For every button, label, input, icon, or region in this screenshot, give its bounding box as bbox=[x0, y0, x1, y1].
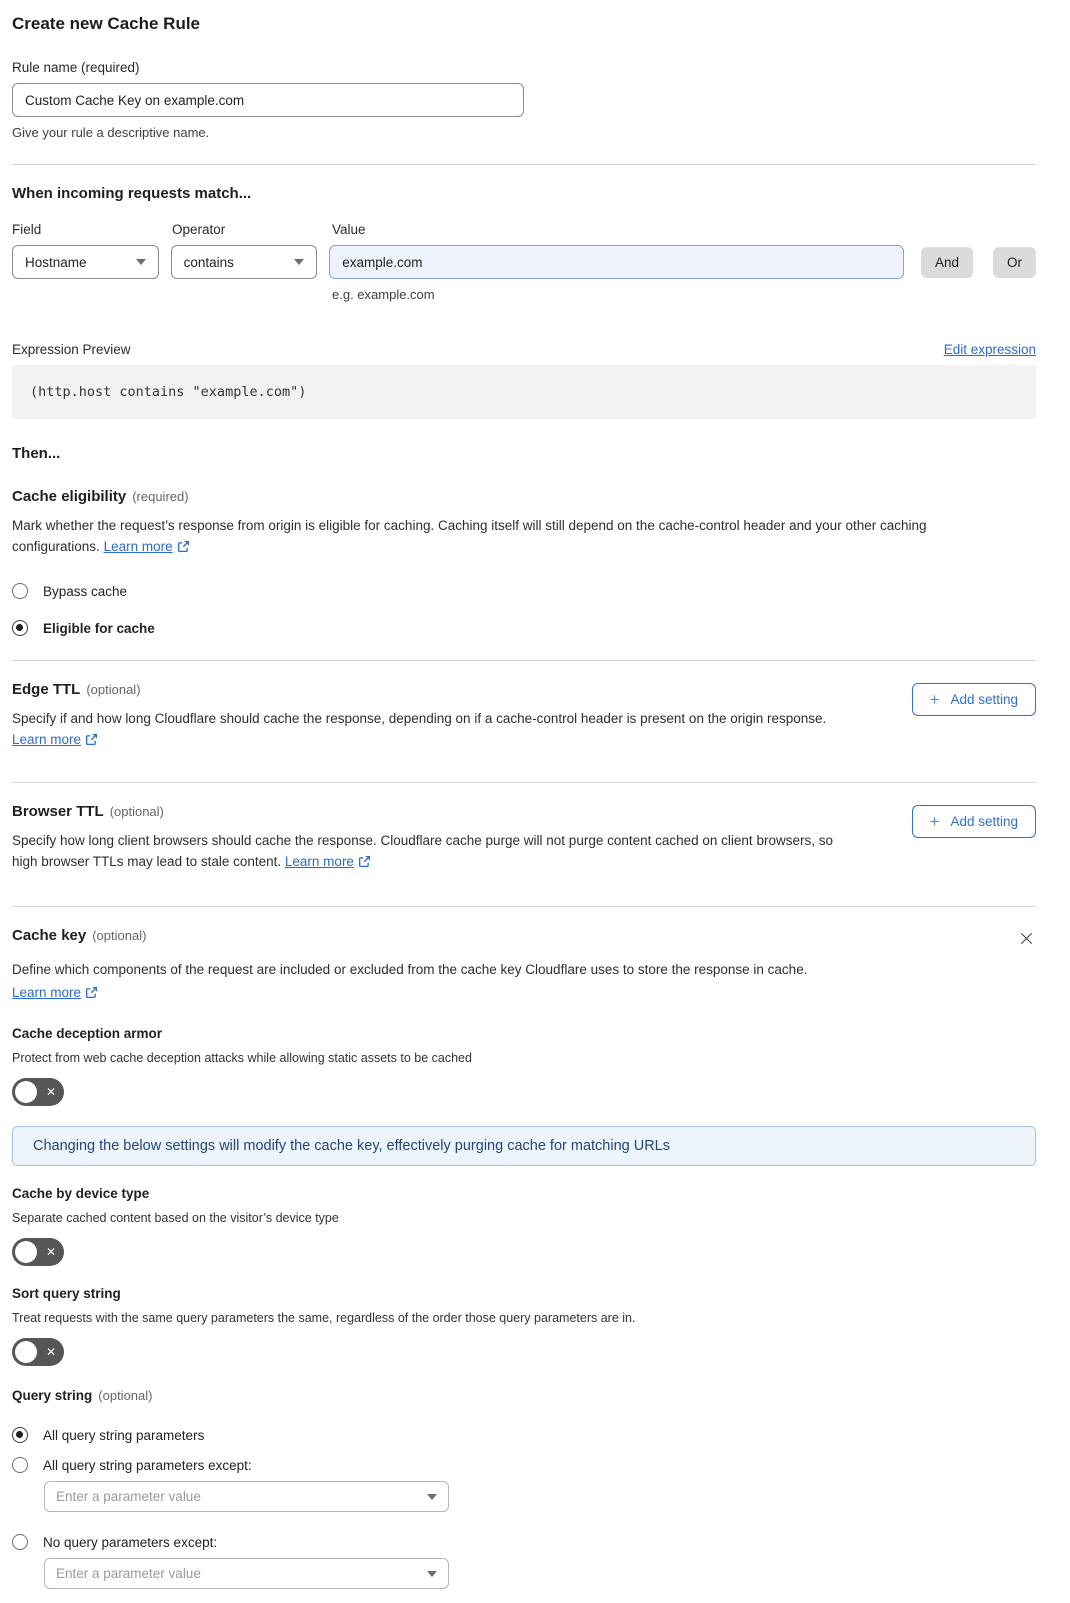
cache-deception-armor-toggle[interactable] bbox=[12, 1078, 64, 1106]
chevron-down-icon[interactable] bbox=[427, 1494, 437, 1500]
all-query-string-parameters-option[interactable] bbox=[12, 1427, 1036, 1443]
cache-by-device-type-description: Separate cached content based on the visitor’s device type bbox=[12, 1211, 339, 1225]
toggle-off-icon: ✕ bbox=[45, 1345, 56, 1359]
expression-code: (http.host contains "example.com") bbox=[12, 365, 1036, 419]
sort-query-string-toggle[interactable] bbox=[12, 1338, 64, 1366]
divider bbox=[12, 660, 1036, 661]
no-query-parameter-input[interactable] bbox=[44, 1558, 449, 1589]
learn-more-link[interactable]: Learn more bbox=[284, 854, 354, 869]
all-query-string-parameters-label: All query string parameters bbox=[43, 1427, 205, 1443]
chevron-down-icon bbox=[136, 259, 146, 265]
operator-select-value: contains bbox=[183, 254, 234, 270]
eligible-for-cache-option[interactable] bbox=[12, 620, 1036, 636]
except-parameter-input[interactable] bbox=[44, 1481, 449, 1512]
plus-icon: + bbox=[929, 812, 940, 831]
cache-key-warning-banner: Changing the below settings will modify the cache key, effectively purging cache for matching URLs bbox=[12, 1126, 1036, 1166]
rule-name-help: Give your rule a descriptive name. bbox=[12, 125, 210, 140]
toggle-knob bbox=[15, 1241, 37, 1263]
matcher-labels bbox=[12, 222, 1036, 237]
radio-unchecked-icon bbox=[12, 583, 28, 599]
value-input[interactable] bbox=[329, 245, 904, 279]
optional-tag: (optional) bbox=[92, 928, 147, 943]
expression-preview-label: Expression Preview bbox=[12, 342, 131, 357]
toggle-knob bbox=[15, 1081, 37, 1103]
divider bbox=[12, 906, 1036, 907]
edit-expression-link[interactable]: Edit expression bbox=[943, 342, 1036, 357]
bypass-cache-label: Bypass cache bbox=[43, 583, 128, 599]
sort-query-string-title: Sort query string bbox=[12, 1286, 121, 1301]
chevron-down-icon[interactable] bbox=[427, 1571, 437, 1577]
value-label: Value bbox=[332, 222, 366, 237]
external-link-icon bbox=[85, 731, 98, 752]
query-string-title: Query string (optional) bbox=[12, 1388, 153, 1403]
divider bbox=[12, 164, 1036, 165]
browser-ttl-description: Specify how long client browsers should cache the response. Cloudflare cache purge will not purge content cached on client browsers, so high browser TTLs may lead to stale content. Learn more bbox=[12, 830, 852, 874]
expression-header bbox=[12, 342, 1036, 357]
cache-eligibility-description: Mark whether the request’s response from origin is eligible for caching. Caching itself will still depend on the cache-control header and your other caching configurations. Learn more bbox=[12, 515, 1017, 559]
toggle-off-icon: ✕ bbox=[45, 1085, 56, 1099]
radio-unchecked-icon bbox=[12, 1457, 28, 1473]
operator-select[interactable] bbox=[171, 245, 318, 279]
sort-query-string-description: Treat requests with the same query parameters the same, regardless of the order those query parameters are in. bbox=[12, 1311, 636, 1325]
matcher-row bbox=[12, 245, 1036, 279]
rule-name-input[interactable] bbox=[12, 83, 524, 117]
eligible-for-cache-label: Eligible for cache bbox=[43, 620, 155, 636]
except-parameter-select bbox=[44, 1481, 449, 1512]
radio-unchecked-icon bbox=[12, 1534, 28, 1550]
optional-tag: (optional) bbox=[86, 682, 141, 697]
external-link-icon bbox=[177, 538, 190, 559]
learn-more-link[interactable]: Learn more bbox=[103, 539, 173, 554]
or-button[interactable]: Or bbox=[993, 247, 1036, 278]
field-select-value: Hostname bbox=[25, 254, 87, 270]
browser-ttl-title: Browser TTL (optional) bbox=[12, 803, 164, 820]
cache-key-description: Define which components of the request are included or excluded from the cache key Cloudflare uses to store the response in cache. bbox=[12, 962, 808, 977]
edge-ttl-title: Edge TTL (optional) bbox=[12, 681, 141, 698]
then-heading: Then... bbox=[12, 445, 61, 462]
cache-key-learn-more-row bbox=[12, 984, 1036, 1004]
rule-name-label: Rule name (required) bbox=[12, 60, 140, 75]
cache-deception-armor-title: Cache deception armor bbox=[12, 1026, 163, 1041]
cache-key-section-header bbox=[12, 927, 1036, 951]
matcher-heading: When incoming requests match... bbox=[12, 185, 252, 202]
toggle-knob bbox=[15, 1341, 37, 1363]
external-link-icon bbox=[358, 853, 371, 874]
all-query-string-parameters-except-label: All query string parameters except: bbox=[43, 1457, 252, 1473]
chevron-down-icon bbox=[294, 259, 304, 265]
page-title: Create new Cache Rule bbox=[12, 14, 201, 33]
all-query-string-parameters-except-option[interactable] bbox=[12, 1457, 1036, 1473]
field-label: Field bbox=[12, 222, 42, 237]
browser-ttl-section bbox=[12, 803, 1036, 874]
no-query-parameter-select bbox=[44, 1558, 449, 1589]
cache-by-device-type-toggle[interactable] bbox=[12, 1238, 64, 1266]
cache-eligibility-title: Cache eligibility (required) bbox=[12, 488, 189, 505]
learn-more-link[interactable]: Learn more bbox=[12, 732, 82, 747]
browser-ttl-add-setting-button[interactable]: + Add setting bbox=[912, 805, 1036, 838]
bypass-cache-option[interactable] bbox=[12, 583, 1036, 599]
radio-checked-icon bbox=[12, 1427, 28, 1443]
no-query-parameters-except-label: No query parameters except: bbox=[43, 1534, 218, 1550]
edge-ttl-section bbox=[12, 681, 1036, 752]
edge-ttl-add-setting-button[interactable]: + Add setting bbox=[912, 683, 1036, 716]
optional-tag: (optional) bbox=[109, 804, 164, 819]
cache-key-title: Cache key (optional) bbox=[12, 927, 147, 944]
cache-by-device-type-title: Cache by device type bbox=[12, 1186, 150, 1201]
cache-deception-armor-description: Protect from web cache deception attacks while allowing static assets to be cached bbox=[12, 1051, 472, 1065]
no-query-parameters-except-option[interactable] bbox=[12, 1534, 1036, 1550]
value-help: e.g. example.com bbox=[332, 287, 435, 302]
required-tag: (required) bbox=[132, 489, 189, 504]
learn-more-link[interactable]: Learn more bbox=[12, 985, 82, 1000]
optional-tag: (optional) bbox=[98, 1388, 153, 1403]
operator-label: Operator bbox=[172, 222, 226, 237]
field-select[interactable] bbox=[12, 245, 159, 279]
radio-checked-icon bbox=[12, 620, 28, 636]
external-link-icon bbox=[85, 986, 98, 1004]
and-button[interactable]: And bbox=[921, 247, 973, 278]
plus-icon: + bbox=[929, 690, 940, 709]
edge-ttl-description: Specify if and how long Cloudflare should cache the response, depending on if a cache-control header is present on the origin response. Learn more bbox=[12, 708, 852, 752]
close-icon[interactable] bbox=[1017, 929, 1036, 951]
divider bbox=[12, 782, 1036, 783]
toggle-off-icon: ✕ bbox=[45, 1245, 56, 1259]
